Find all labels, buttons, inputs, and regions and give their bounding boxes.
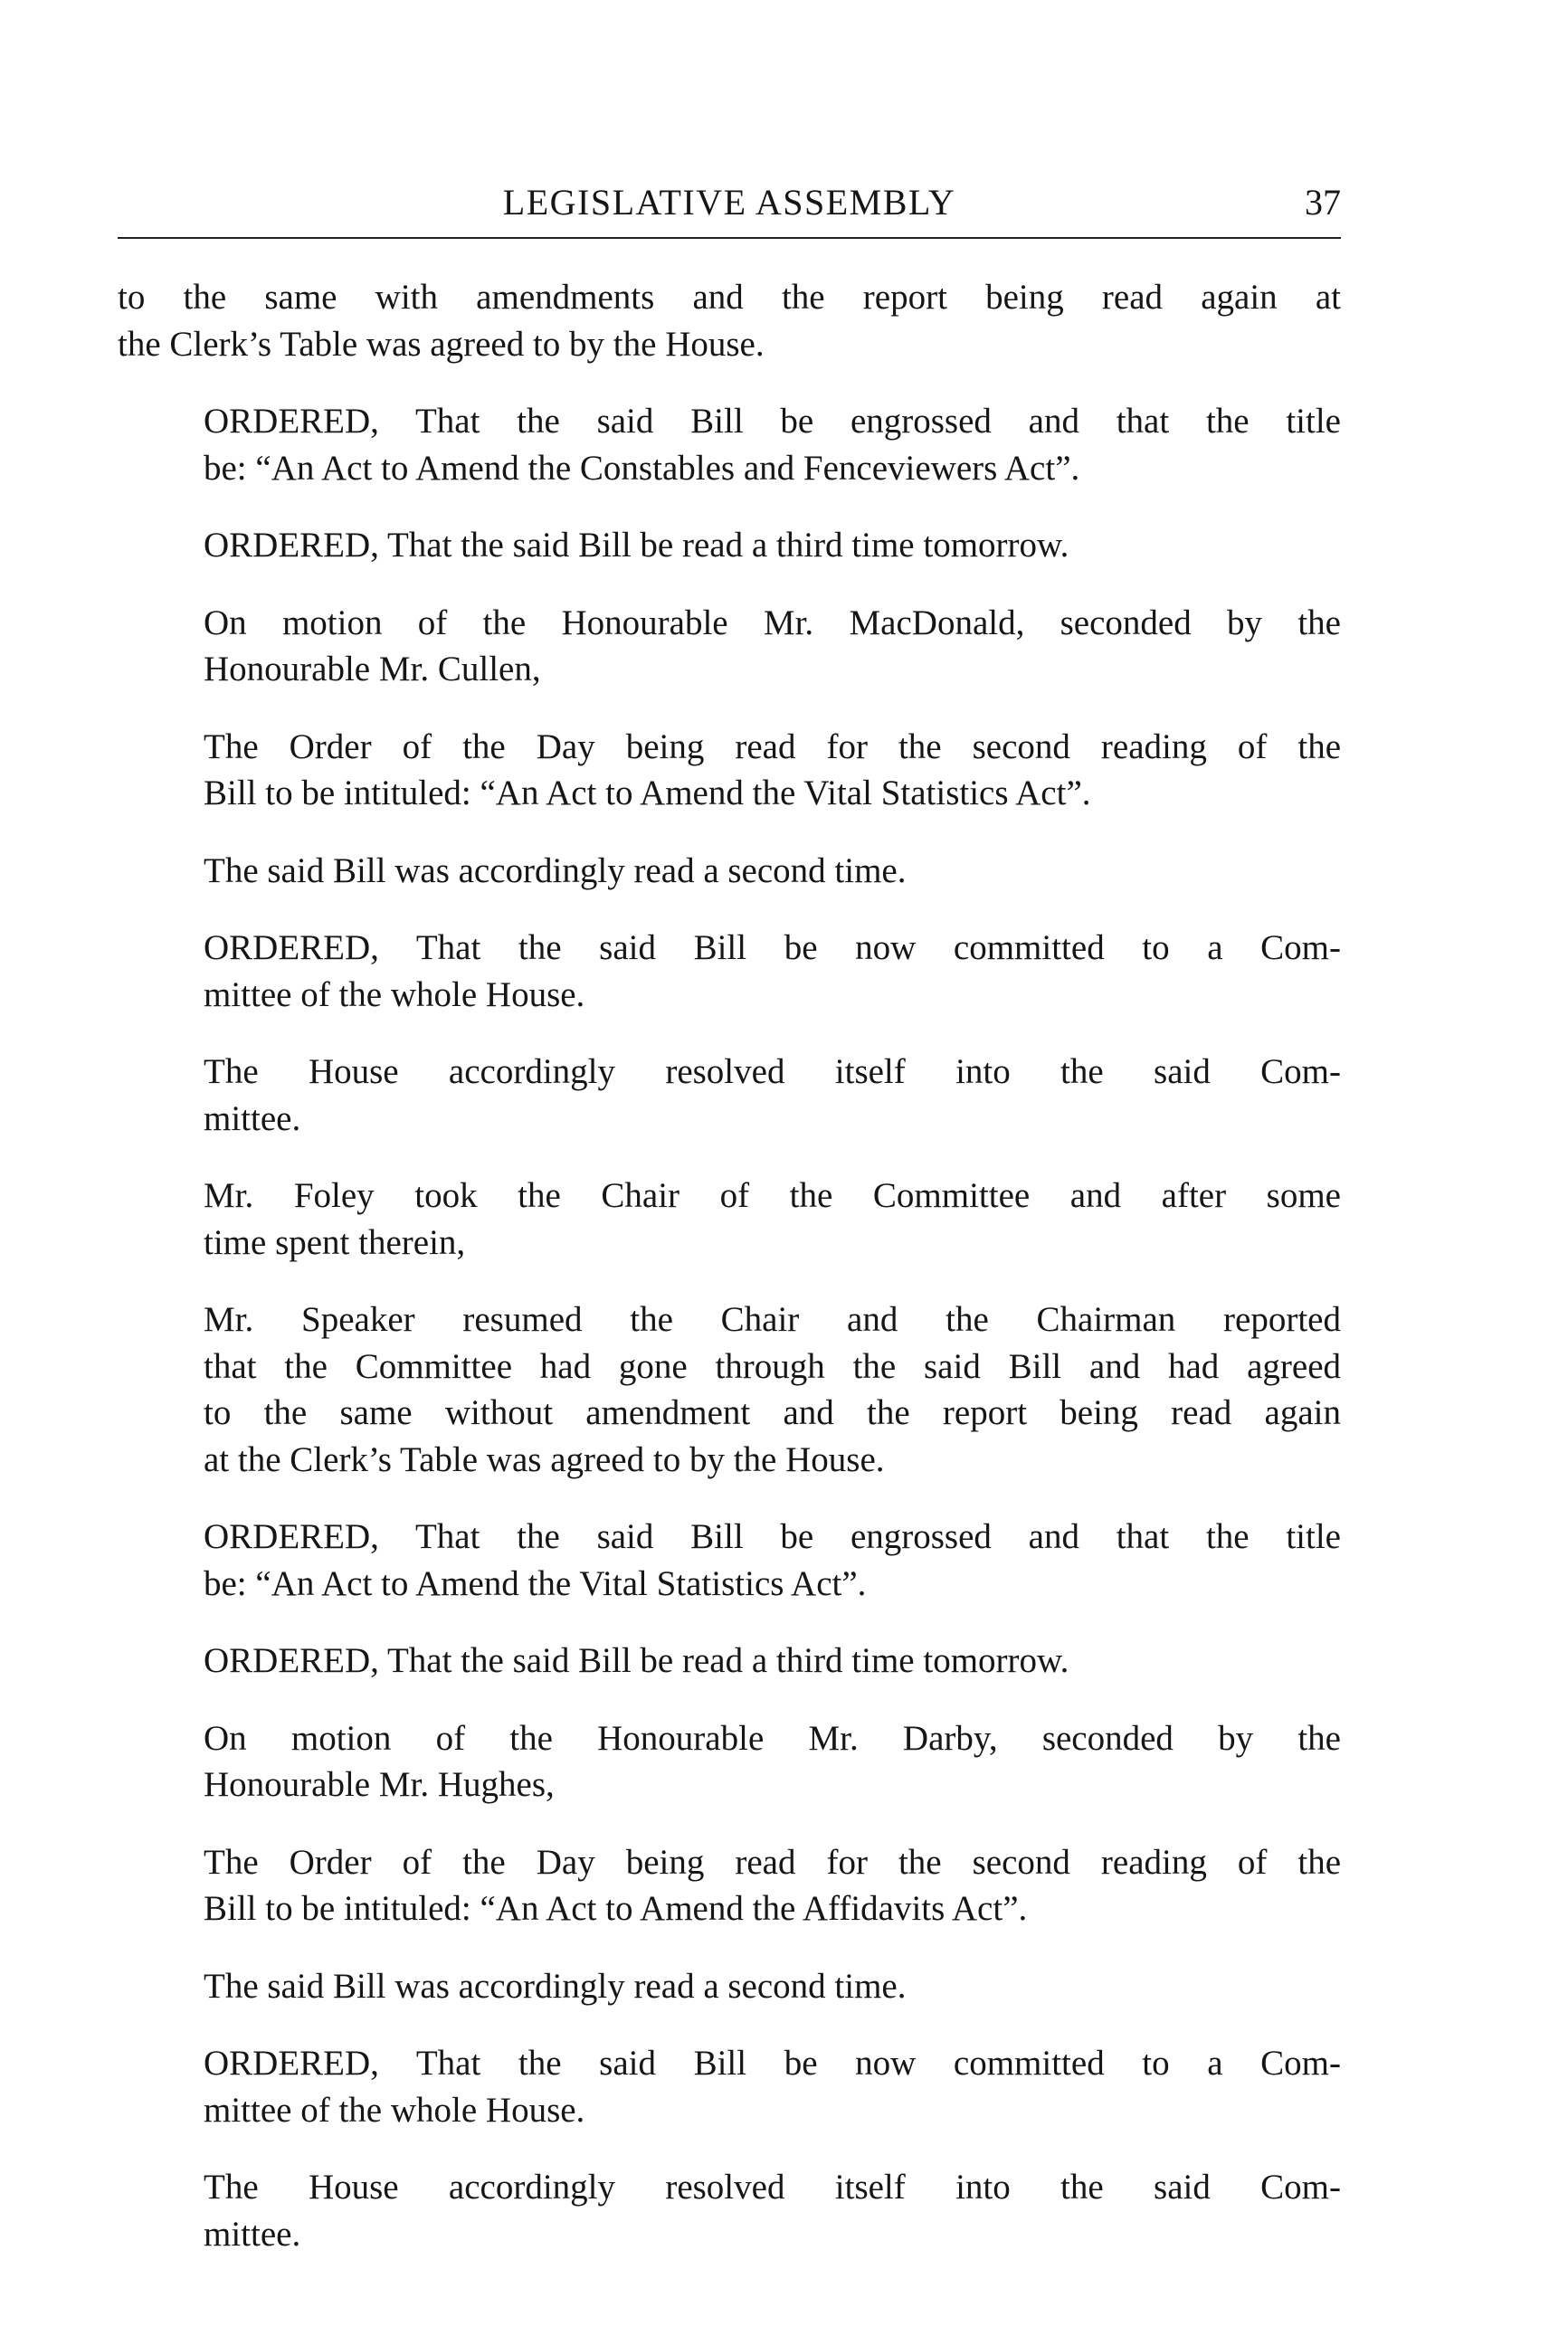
paragraph: [118, 1172, 1341, 1266]
text-line: ORDERED, That the said Bill be read a third time tomorrow.: [204, 526, 1069, 565]
paragraph: [118, 724, 1341, 817]
page-number: 37: [1305, 182, 1341, 223]
paragraph: [118, 2040, 1341, 2133]
paragraph: [118, 1296, 1341, 1483]
text-line: Mr. Foley took the Chair of the Committee and after some: [204, 1176, 1341, 1215]
text-line: be: “An Act to Amend the Vital Statistics Act”.: [204, 1563, 867, 1603]
text-line: On motion of the Honourable Mr. Darby, seconded by the: [204, 1718, 1341, 1758]
header-rule: [118, 237, 1341, 239]
text-line: to the same with amendments and the report being read again at: [118, 278, 1341, 317]
paragraph: [118, 848, 1341, 895]
text-line: The said Bill was accordingly read a second time.: [204, 850, 907, 890]
text-line: mittee.: [204, 1098, 301, 1138]
text-line: that the Committee had gone through the said Bill and had agreed: [204, 1346, 1341, 1386]
text-line: ORDERED, That the said Bill be now committed to a Com-: [204, 928, 1341, 967]
body-text: [118, 274, 1341, 2288]
text-line: mittee of the whole House.: [204, 974, 585, 1014]
text-line: On motion of the Honourable Mr. MacDonald, seconded by the: [204, 603, 1341, 642]
paragraph: [118, 925, 1341, 1018]
paragraph: [118, 1638, 1341, 1685]
paragraph: [118, 1049, 1341, 1142]
text-line: The House accordingly resolved itself into the said Com-: [204, 2168, 1341, 2207]
paragraph: [118, 600, 1341, 693]
text-line: Mr. Speaker resumed the Chair and the Chairman reported: [204, 1300, 1341, 1339]
text-line: The Order of the Day being read for the second reading of the: [204, 1842, 1341, 1882]
text-line: ORDERED, That the said Bill be engrossed and that the title: [204, 1517, 1341, 1556]
text-line: ORDERED, That the said Bill be engrossed and that the title: [204, 402, 1341, 441]
text-line: be: “An Act to Amend the Constables and Fenceviewers Act”.: [204, 448, 1080, 488]
paragraph: [118, 274, 1341, 367]
paragraph: [118, 2164, 1341, 2257]
paragraph: [118, 1514, 1341, 1607]
text-line: ORDERED, That the said Bill be now committed to a Com-: [204, 2044, 1341, 2083]
text-line: the Clerk’s Table was agreed to by the House.: [118, 324, 765, 364]
paragraph: [118, 1839, 1341, 1932]
text-line: Bill to be intituled: “An Act to Amend the Affidavits Act”.: [204, 1889, 1028, 1928]
paragraph: [118, 398, 1341, 491]
paragraph: [118, 1963, 1341, 2010]
running-title: LEGISLATIVE ASSEMBLY: [502, 182, 956, 223]
text-line: at the Clerk’s Table was agreed to by the House.: [204, 1439, 885, 1479]
paragraph: [118, 1715, 1341, 1809]
text-line: mittee of the whole House.: [204, 2090, 585, 2130]
text-line: The said Bill was accordingly read a second time.: [204, 1966, 907, 2006]
text-line: ORDERED, That the said Bill be read a third time tomorrow.: [204, 1641, 1069, 1680]
text-line: to the same without amendment and the report being read again: [204, 1393, 1341, 1432]
text-line: Bill to be intituled: “An Act to Amend the Vital Statistics Act”.: [204, 774, 1091, 812]
text-line: The Order of the Day being read for the second reading of the: [204, 726, 1341, 766]
text-line: mittee.: [204, 2214, 301, 2254]
text-line: Honourable Mr. Cullen,: [204, 650, 541, 688]
paragraph: [118, 522, 1341, 569]
running-head: [118, 176, 1341, 230]
text-line: The House accordingly resolved itself into the said Com-: [204, 1052, 1341, 1091]
text-line: Honourable Mr. Hughes,: [204, 1765, 555, 1804]
text-line: time spent therein,: [204, 1222, 466, 1262]
